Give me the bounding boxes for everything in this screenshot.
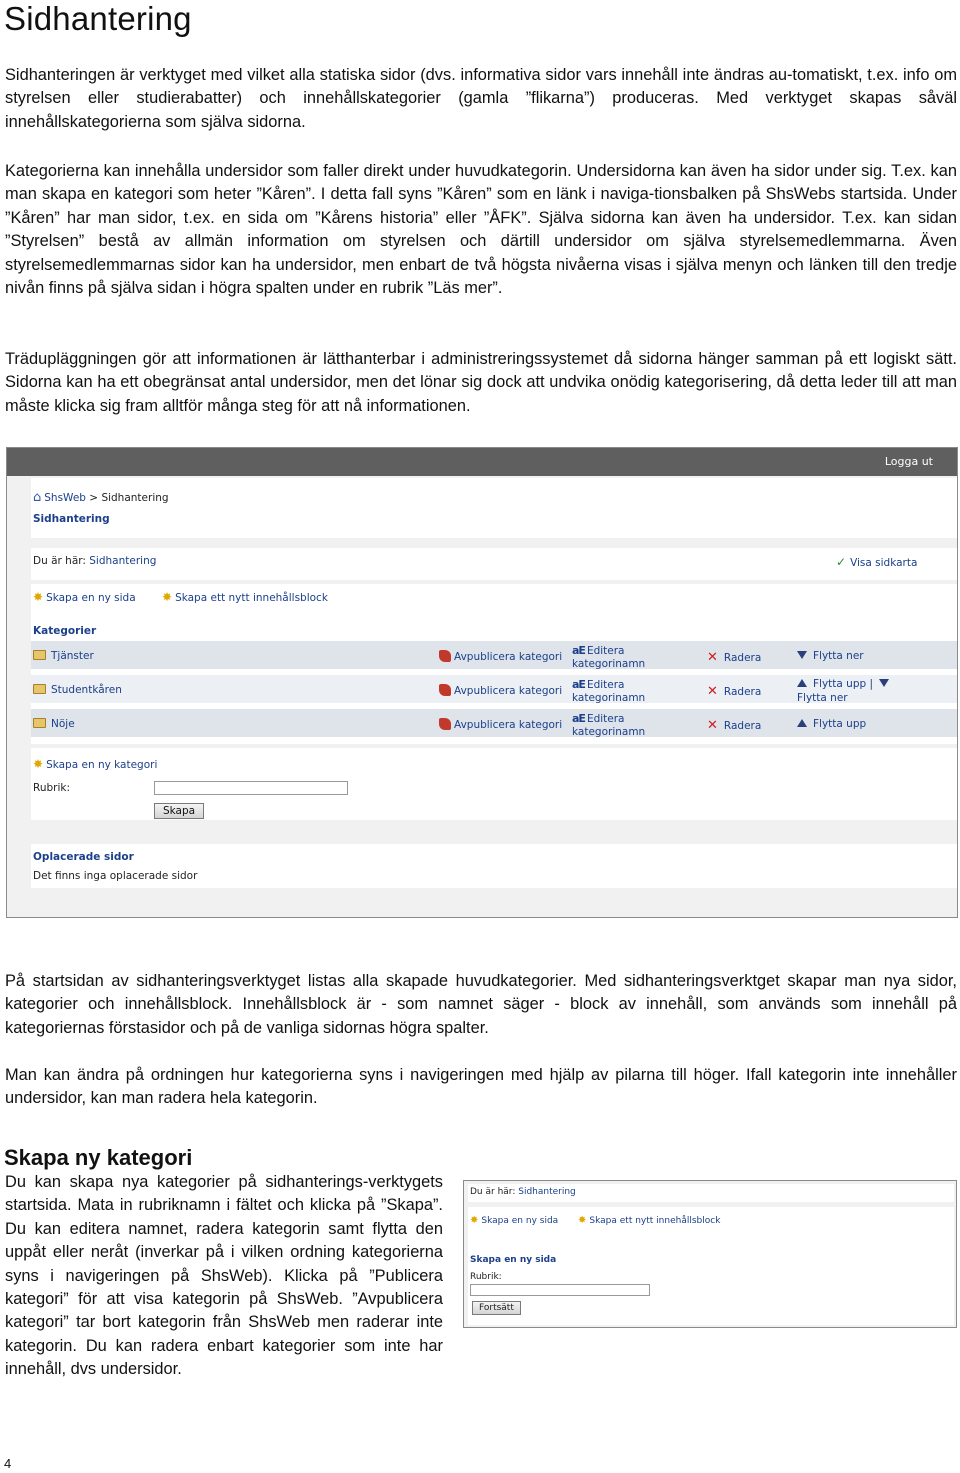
move-up-label: Flytta upp [813, 678, 867, 690]
folder-icon [33, 684, 46, 694]
page-number: 4 [4, 1456, 12, 1471]
category-name-noje[interactable] [33, 718, 75, 730]
sitemap-label: Visa sidkarta [850, 557, 918, 569]
edit-label-line1: Editera [586, 645, 625, 657]
rubrik-input[interactable] [470, 1284, 650, 1296]
edit-icon: aE [572, 712, 585, 725]
breadcrumb-home-link[interactable]: ShsWeb [44, 492, 86, 504]
unpublish-link[interactable] [439, 718, 562, 731]
you-are-here-link[interactable]: Sidhantering [89, 555, 157, 567]
unpublish-icon [439, 650, 451, 662]
section-heading: Skapa ny kategori [4, 1145, 193, 1170]
edit-name-link-line2[interactable]: kategorinamn [572, 658, 646, 670]
order-paragraph: Man kan ändra på ordningen hur kategorierna syns i navigeringen med hjälp av pilarna till höger. Ifall kategorin inte innehåller undersidor, kan man radera hela kategorin. [5, 1066, 957, 1108]
move-up-label: Flytta upp [813, 718, 867, 730]
new-block-icon: ✸ [162, 590, 173, 604]
admin-topbar [7, 448, 957, 476]
unplaced-heading: Oplacerade sidor [33, 851, 134, 863]
edit-name-link[interactable] [572, 678, 624, 691]
arrow-down-icon [879, 679, 889, 687]
you-are-here [33, 555, 156, 567]
you-are-here-label: Du är här: [470, 1187, 519, 1197]
page-heading: Sidhantering [4, 0, 192, 37]
categories-heading: Kategorier [33, 625, 97, 637]
delete-link[interactable] [707, 684, 761, 699]
you-are-here-link[interactable]: Sidhantering [518, 1187, 576, 1197]
unplaced-text: Det finns inga oplacerade sidor [33, 870, 198, 882]
folder-icon [33, 718, 46, 728]
edit-name-link[interactable] [572, 644, 624, 657]
new-page-icon: ✸ [33, 590, 44, 604]
edit-icon: aE [572, 644, 585, 657]
move-up-link[interactable] [797, 718, 866, 730]
create-block-label: Skapa ett nytt innehållsblock [175, 592, 328, 604]
unpublish-label: Avpublicera kategori [454, 719, 563, 731]
edit-label-line1: Editera [586, 679, 625, 691]
delete-label: Radera [723, 652, 762, 664]
arrow-up-icon [797, 719, 807, 727]
category-name-tjanster[interactable] [33, 650, 94, 662]
rubrik-input[interactable] [154, 781, 348, 795]
sidhantering-screenshot [6, 447, 958, 918]
category-name-label: Tjänster [51, 650, 94, 662]
unpublish-label: Avpublicera kategori [454, 651, 563, 663]
delete-link[interactable] [707, 718, 761, 733]
create-page-link[interactable] [470, 1215, 558, 1226]
breadcrumb-current: Sidhantering [101, 492, 169, 504]
create-category-heading [33, 757, 157, 771]
edit-name-link-line2[interactable]: kategorinamn [572, 692, 646, 704]
home-icon: ⌂ [33, 490, 42, 505]
unpublish-icon [439, 718, 451, 730]
sitemap-link[interactable] [836, 555, 917, 569]
edit-name-link[interactable] [572, 712, 624, 725]
unpublish-link[interactable] [439, 684, 562, 697]
delete-link[interactable] [707, 650, 761, 665]
edit-icon: aE [572, 678, 585, 691]
rubrik-label: Rubrik: [470, 1272, 502, 1282]
unpublish-link[interactable] [439, 650, 562, 663]
startpage-paragraph: På startsidan av sidhanteringsverktyget listas alla skapade huvudkategorier. Med sidhanteringsverktget skapar man nya sidor, kategorier och innehållsblock. Innehållsblock är - som namnet säger - block av innehåll, som används som innehåll på kategoriernas förstasidor och på de vanliga sidornas högra spalter. [5, 972, 957, 1037]
move-down-link[interactable] [797, 650, 864, 662]
breadcrumb-separator: > [85, 492, 102, 504]
continue-button[interactable]: Fortsätt [472, 1301, 521, 1315]
category-name-label: Studentkåren [51, 684, 122, 696]
edit-label-line1: Editera [586, 713, 625, 725]
category-name-label: Nöje [51, 718, 75, 730]
delete-icon: ✕ [707, 650, 718, 665]
logout-link[interactable]: Logga ut [884, 455, 933, 468]
create-category-label: Skapa en ny kategori [46, 759, 158, 771]
arrow-up-icon [797, 679, 807, 687]
new-category-icon: ✸ [33, 757, 44, 771]
delete-label: Radera [723, 686, 762, 698]
sitemap-icon: ✓ [836, 555, 847, 569]
delete-label: Radera [723, 720, 762, 732]
create-page-label: Skapa en ny sida [481, 1216, 559, 1226]
unpublish-label: Avpublicera kategori [454, 685, 563, 697]
intro-paragraph: Sidhanteringen är verktyget med vilket alla statiska sidor (dvs. informativa sidor vars innehåll inte ändras au-tomatiskt, t.ex. info om styrelsen eller studierabatter) och innehållskategorier (gamla ”flikarna”) produceras. Med verktyget skapas såväl innehållskategorierna som själva sidorna. [5, 66, 957, 131]
create-page-link[interactable] [33, 590, 136, 604]
you-are-here-label: Du är här: [33, 555, 90, 567]
categories-paragraph: Kategorierna kan innehålla undersidor som faller direkt under huvudkategorin. Undersidorna kan även ha sidor under sig. T.ex. kan man skapa en kategori som heter ”Kåren”. I detta fall syns ”Kåren” som en länk i naviga-tionsbalken på ShsWebs startsida. Under ”Kåren” har man sidor, t.ex. en sida om ”Kårens historia” eller ”ÅFK”. Själva sidorna kan även ha undersidor. T.ex. kan sidan ”Styrelsen” bestå av allmän information om styrelsen och därtill undersidor om själva styrelsemedlemmarna. Även styrelsemedlemmarnas sidor kan ha undersidor, men enbart de två högsta nivåerna visas i själva menyn och länken till den tredje nivån finns på själva sidan i högra spalten under en rubrik ”Läs mer”. [5, 162, 957, 298]
folder-icon [33, 650, 46, 660]
tree-paragraph: Trädupläggningen gör att informationen är lätthanterbar i administreringssystemet då sidorna hänger samman på ett logiskt sätt. Sidorna kan ha ett obegränsat antal undersidor, men det lönar sig dock att undvika onödig kategorisering, då detta leder till att man måste klicka sig fram alltför många steg för att nå informationen. [5, 350, 957, 415]
move-down-link[interactable]: Flytta ner [797, 692, 848, 704]
location-bar [31, 548, 957, 580]
form-heading: Skapa en ny sida [470, 1255, 557, 1265]
create-block-link[interactable] [578, 1215, 720, 1226]
section-paragraph: Du kan skapa nya kategorier på sidhanterings-verktygets startsida. Mata in rubriknamn i fältet och klicka på ”Skapa”. Du kan editera namnet, radera kategorin samt flytta den uppåt eller neråt (inverkar på i vilken ordning kategorierna syns i navigeringen på ShsWeb). Klicka på ”Publicera kategori” för att visa kategorin på ShsWeb. ”Avpublicera kategori” tar bort kategorin från ShsWeb men raderar inte kategorin. Du kan radera enbart kategorier som inte har innehåll, dvs undersidor. [5, 1173, 443, 1379]
move-separator: | [869, 678, 874, 690]
header-panel [31, 478, 957, 538]
delete-icon: ✕ [707, 684, 718, 699]
rubrik-label: Rubrik: [33, 782, 70, 794]
breadcrumb [33, 490, 169, 505]
create-button[interactable]: Skapa [154, 803, 204, 819]
delete-icon: ✕ [707, 718, 718, 733]
move-up-link[interactable] [797, 678, 889, 690]
create-page-label: Skapa en ny sida [46, 592, 136, 604]
create-block-link[interactable] [162, 590, 328, 604]
you-are-here [470, 1187, 576, 1197]
category-name-studentkaren[interactable] [33, 684, 122, 696]
page-title: Sidhantering [33, 513, 110, 525]
unpublish-icon [439, 684, 451, 696]
arrow-down-icon [797, 651, 807, 659]
new-block-icon: ✸ [578, 1215, 587, 1226]
edit-name-link-line2[interactable]: kategorinamn [572, 726, 646, 738]
new-page-icon: ✸ [470, 1215, 479, 1226]
create-block-label: Skapa ett nytt innehållsblock [589, 1216, 721, 1226]
create-page-screenshot [463, 1180, 957, 1328]
move-label: Flytta ner [813, 650, 864, 662]
